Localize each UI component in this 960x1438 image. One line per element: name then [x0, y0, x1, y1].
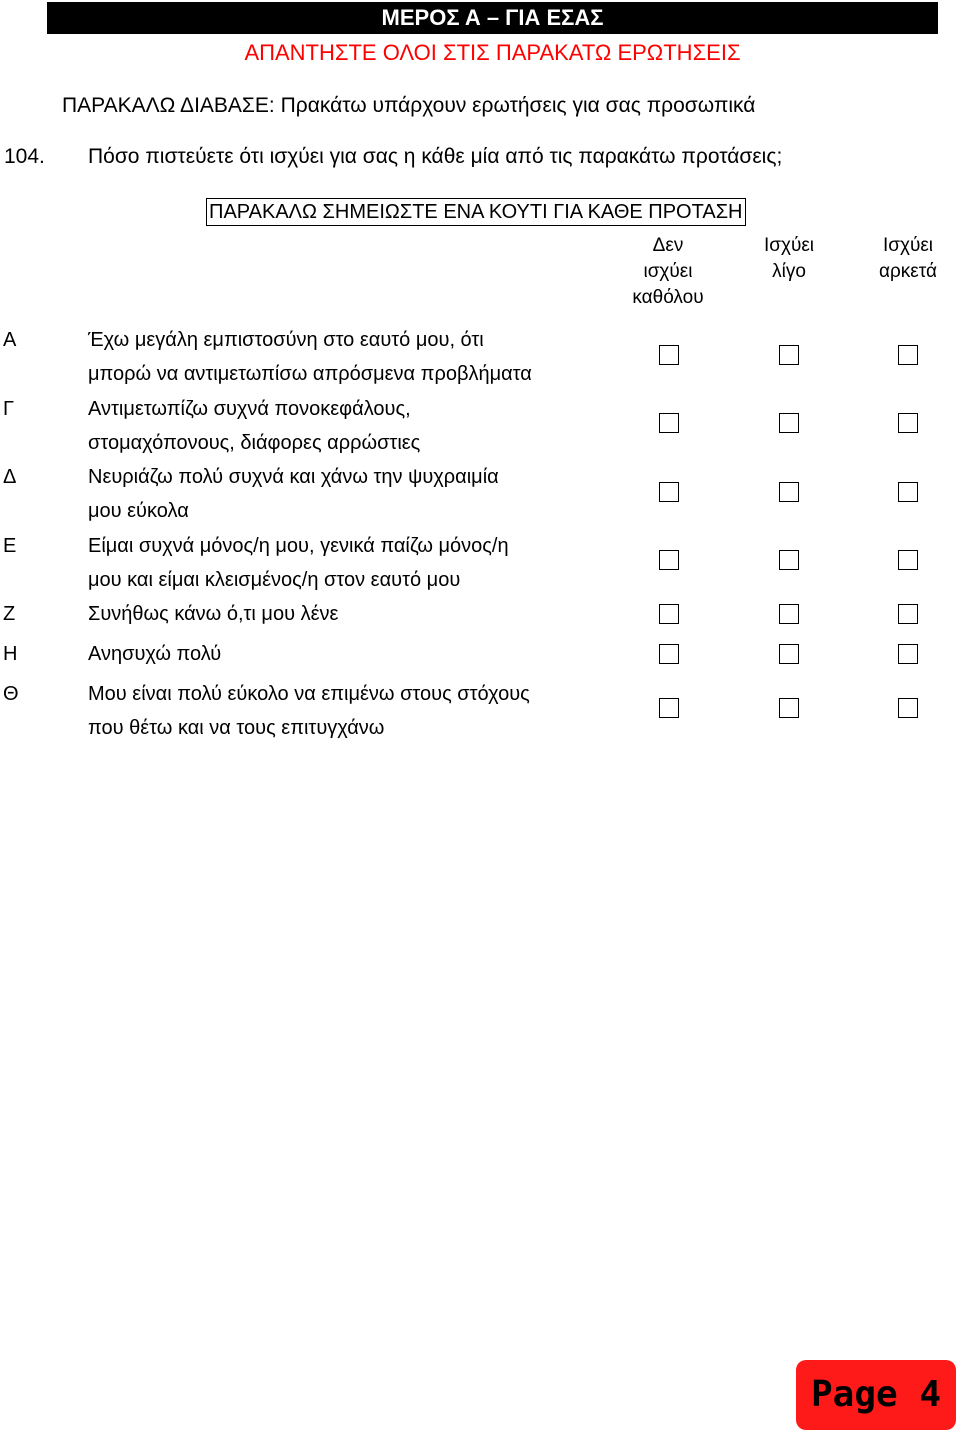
- row-letter: Ε: [3, 535, 17, 557]
- intro-rest: : Πρακάτω υπάρχουν ερωτήσεις για σας προσωπικά: [268, 94, 756, 117]
- section-subtitle: ΑΠΑΝΤΗΣΤΕ ΟΛΟΙ ΣΤΙΣ ΠΑΡΑΚΑΤΩ ΕΡΩΤΗΣΕΙΣ: [244, 40, 741, 65]
- checkbox-quite[interactable]: [898, 345, 918, 365]
- column-header-not-at-all: Δεν ισχύει καθόλου: [632, 235, 704, 308]
- intro-text: [62, 92, 755, 120]
- checkbox-quite[interactable]: [898, 550, 918, 570]
- checkbox-a-little[interactable]: [779, 644, 799, 664]
- row-statement: [88, 323, 628, 391]
- row-statement-line: Είμαι συχνά μόνος/η μου, γενικά παίζω μόνος/η: [88, 535, 509, 557]
- checkbox-not-at-all[interactable]: [659, 644, 679, 664]
- checkbox-a-little[interactable]: [779, 604, 799, 624]
- row-statement: [88, 460, 628, 528]
- instruction-box: ΠΑΡΑΚΑΛΩ ΣΗΜΕΙΩΣΤΕ ΕΝΑ ΚΟΥΤΙ ΓΙΑ ΚΑΘΕ ΠΡΟΤΑΣΗ: [206, 198, 746, 226]
- checkbox-quite[interactable]: [898, 604, 918, 624]
- intro-lead: ΠΑΡΑΚΑΛΩ ΔΙΑΒΑΣΕ: [62, 94, 269, 117]
- row-letter: Η: [3, 643, 18, 665]
- row-statement: [88, 392, 628, 460]
- section-title: ΜΕΡΟΣ Α – ΓΙΑ ΕΣΑΣ: [47, 2, 938, 34]
- row-letter: Γ: [3, 398, 15, 420]
- question-number: 104.: [4, 145, 45, 168]
- checkbox-a-little[interactable]: [779, 345, 799, 365]
- row-statement-line: Μου είναι πολύ εύκολο να επιμένω στους στόχους: [88, 683, 530, 705]
- row-letter: Θ: [3, 683, 19, 705]
- checkbox-not-at-all[interactable]: [659, 413, 679, 433]
- checkbox-quite[interactable]: [898, 644, 918, 664]
- checkbox-not-at-all[interactable]: [659, 550, 679, 570]
- checkbox-quite[interactable]: [898, 482, 918, 502]
- row-statement-line: Συνήθως κάνω ό,τι μου λένε: [88, 603, 339, 625]
- question-text: Πόσο πιστεύετε ότι ισχύει για σας η κάθε μία από τις παρακάτω προτάσεις;: [88, 145, 783, 168]
- row-statement: [88, 597, 628, 631]
- row-statement-line: Ανησυχώ πολύ: [88, 643, 222, 665]
- row-letter: Ζ: [3, 603, 16, 625]
- row-statement-line: στομαχόπονους, διάφορες αρρώστιες: [88, 432, 421, 454]
- row-statement: [88, 677, 628, 745]
- column-header-a-little: Ισχύει λίγο: [763, 235, 815, 282]
- checkbox-quite[interactable]: [898, 413, 918, 433]
- checkbox-quite[interactable]: [898, 698, 918, 718]
- row-statement-line: μπορώ να αντιμετωπίσω απρόσμενα προβλήματα: [88, 363, 532, 385]
- row-statement-line: Αντιμετωπίζω συχνά πονοκεφάλους,: [88, 398, 411, 420]
- row-statement: [88, 637, 628, 671]
- row-letter: Δ: [3, 466, 17, 488]
- column-header-quite: Ισχύει αρκετά: [879, 235, 937, 282]
- checkbox-a-little[interactable]: [779, 550, 799, 570]
- checkbox-not-at-all[interactable]: [659, 604, 679, 624]
- checkbox-a-little[interactable]: [779, 413, 799, 433]
- row-statement-line: Έχω μεγάλη εμπιστοσύνη στο εαυτό μου, ότι: [88, 329, 484, 351]
- checkbox-not-at-all[interactable]: [659, 482, 679, 502]
- row-letter: Α: [3, 329, 17, 351]
- row-statement-line: μου και είμαι κλεισμένος/η στον εαυτό μου: [88, 569, 461, 591]
- checkbox-not-at-all[interactable]: [659, 345, 679, 365]
- checkbox-not-at-all[interactable]: [659, 698, 679, 718]
- row-statement: [88, 529, 628, 597]
- row-statement-line: που θέτω και να τους επιτυγχάνω: [88, 717, 385, 739]
- page-number-badge: Page 4: [796, 1360, 956, 1430]
- row-statement-line: Νευριάζω πολύ συχνά και χάνω την ψυχραιμία: [88, 466, 499, 488]
- checkbox-a-little[interactable]: [779, 698, 799, 718]
- checkbox-a-little[interactable]: [779, 482, 799, 502]
- row-statement-line: μου εύκολα: [88, 500, 189, 522]
